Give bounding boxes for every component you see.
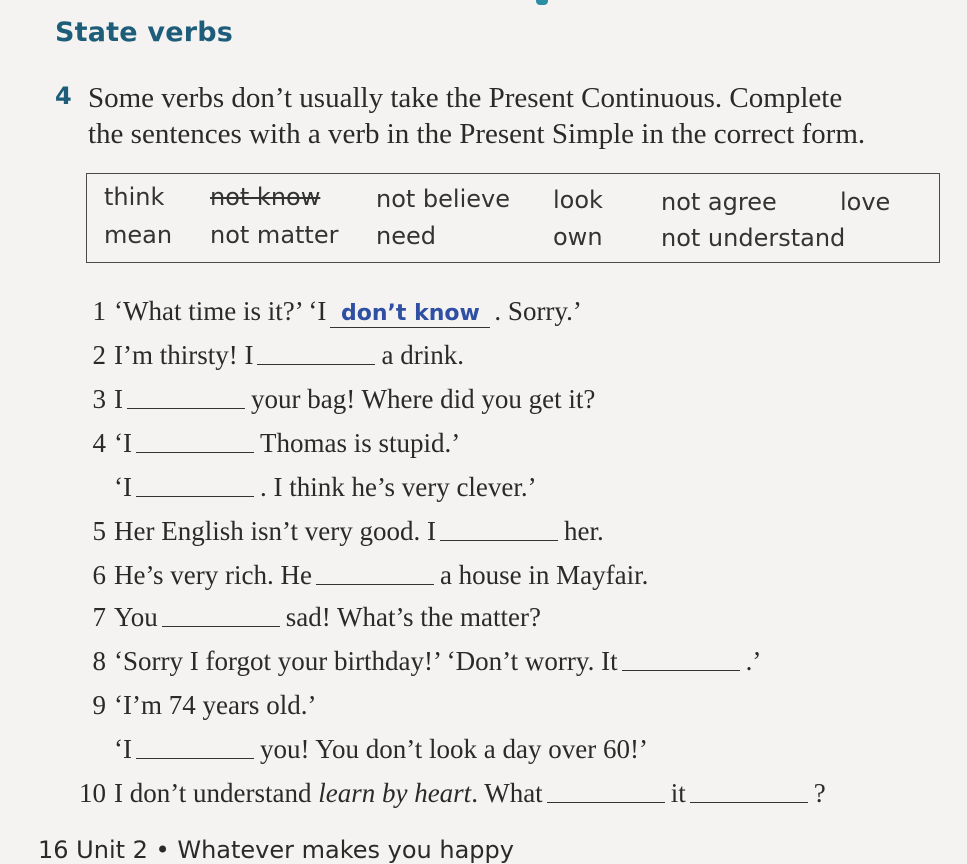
answer-blank[interactable] xyxy=(547,801,665,803)
word-look: look xyxy=(553,186,603,214)
word-need: need xyxy=(376,222,436,250)
word-not-understand: not understand xyxy=(661,224,846,252)
sentence-9a: 9 ‘I’m 74 years old.’ xyxy=(92,690,317,720)
sentence-4a: 4 ‘I Thomas is stupid.’ xyxy=(92,428,461,458)
answer-example: don’t know xyxy=(330,301,490,328)
word-not-believe: not believe xyxy=(376,185,511,213)
answer-blank[interactable] xyxy=(136,451,254,453)
sentence-3: 3 I your bag! Where did you get it? xyxy=(92,384,596,414)
decorative-tab xyxy=(536,0,548,5)
sentence-7: 7 You sad! What’s the matter? xyxy=(92,602,541,632)
section-title: State verbs xyxy=(55,17,234,48)
answer-blank[interactable] xyxy=(127,407,245,409)
instruction-line-1: Some verbs don’t usually take the Present Continuous. Complete xyxy=(88,82,843,114)
sentence-2: 2 I’m thirsty! I a drink. xyxy=(92,340,464,370)
sentence-9b: ‘I you! You don’t look a day over 60!’ xyxy=(114,734,648,764)
word-own: own xyxy=(553,223,603,251)
answer-blank[interactable] xyxy=(136,495,254,497)
sentence-5: 5 Her English isn’t very good. I her. xyxy=(92,516,604,546)
answer-blank[interactable] xyxy=(316,583,434,585)
instruction-line-2: the sentences with a verb in the Present Simple in the correct form. xyxy=(88,118,866,150)
sentence-6: 6 He’s very rich. He a house in Mayfair. xyxy=(92,560,649,590)
exercise-number: 4 xyxy=(55,82,72,110)
sentence-1: 1 ‘What time is it?’ ‘I don’t know . Sorry.’ xyxy=(92,296,582,326)
word-not-agree: not agree xyxy=(661,188,777,216)
sentence-10: 10 I don’t understand learn by heart. What it ? xyxy=(79,778,826,808)
answer-blank[interactable] xyxy=(136,757,254,759)
answer-blank[interactable] xyxy=(622,669,740,671)
sentence-8: 8 ‘Sorry I forgot your birthday!’ ‘Don’t worry. It .’ xyxy=(92,646,762,676)
sentence-4b: ‘I . I think he’s very clever.’ xyxy=(114,472,537,502)
word-think: think xyxy=(104,183,165,211)
word-not-know-crossed: not know xyxy=(210,183,321,211)
answer-blank[interactable] xyxy=(257,363,375,365)
answer-blank[interactable] xyxy=(440,539,558,541)
word-mean: mean xyxy=(104,221,173,249)
word-not-matter: not matter xyxy=(210,221,339,249)
page-footer: 16 Unit 2 • Whatever makes you happy xyxy=(38,836,514,864)
answer-blank[interactable] xyxy=(690,801,808,803)
word-love: love xyxy=(840,188,891,216)
answer-blank[interactable] xyxy=(162,625,280,627)
